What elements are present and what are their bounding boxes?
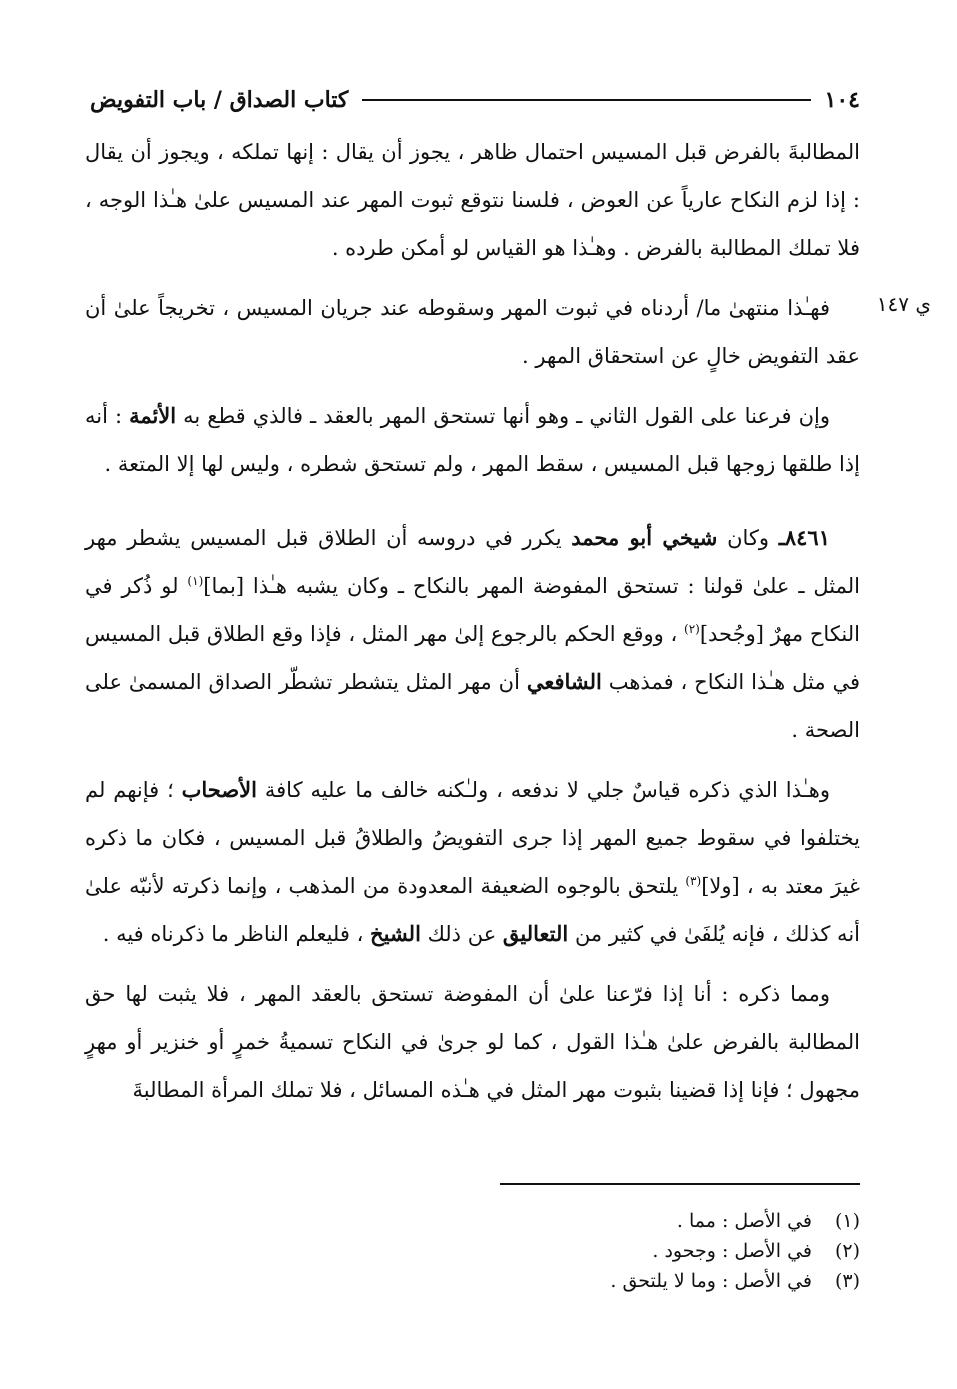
header-rule — [362, 99, 810, 101]
footnote-text: في الأصل : وما لا يلتحق . — [610, 1270, 812, 1292]
footnote-item — [300, 1236, 860, 1266]
paragraph-4-text-c: يكرر في دروسه أن الطلاق قبل المسيس يشطر مهر المثل ـ علىٰ قولنا : تستحق المفوضة المهر بالنكاح ـ وكان يشبه هـٰذا [بما] — [85, 526, 860, 598]
footnote-separator — [500, 1183, 860, 1185]
paragraph-3-text-c: : أنه إذا طلقها زوجها قبل المسيس ، سقط المهر ، ولم تستحق شطره ، وليس لها إلا المتعة . — [85, 404, 860, 476]
paragraph-6: ومما ذكره : أنا إذا فرّعنا علىٰ أن المفوضة تستحق بالعقد المهر ، فلا يثبت لها حق المطالبة بالفرض علىٰ هـٰذا القول ، كما لو جرىٰ في النكاح تسميةُ خمرٍ أو خنزير أو مهرٍ مجهول ؛ فإنا إذا قضينا بثبوت مهر المثل في هـٰذه المسائل ، فلا تملك المرأة المطالبةَ — [85, 982, 860, 1102]
paragraph-2: فهـٰذا منتهىٰ ما/ أردناه في ثبوت المهر وسقوطه عند جريان المسيس ، تخريجاً علىٰ أن عقد التفويض خالٍ عن استحقاق المهر . — [85, 296, 860, 368]
bold-term-shafii: الشافعي — [526, 669, 602, 694]
paragraph-5-text-f: عن ذلك — [420, 922, 503, 946]
paragraph-5-text-c: ؛ فإنهم لم يختلفوا في سقوط جميع المهر إذا جرى التفويضُ والطلاقُ قبل المسيس ، فكان ما ذكره غيرَ معتد به ، [ولا] — [85, 778, 860, 898]
main-text — [85, 128, 860, 1126]
footnote-item — [300, 1206, 860, 1236]
page-header — [90, 82, 860, 118]
footnote-ref-1: (١) — [187, 574, 204, 588]
paragraph-1: المطالبةَ بالفرض قبل المسيس احتمال ظاهر ، يجوز أن يقال : إنها تملكه ، ويجوز أن يقال : إذا لزم النكاح عارياً عن العوض ، فلسنا نتوقع ثبوت المهر عند المسيس علىٰ هـٰذا الوجه ، فلا تملك المطالبة بالفرض . وهـٰذا هو القياس لو أمكن طرده . — [85, 140, 860, 260]
margin-page-reference: ي ١٤٧ — [876, 292, 931, 316]
paragraph-5-text-d: يلتحق بالوجوه الضعيفة المعدودة من المذهب ، وإنما ذكرته لأنبّه علىٰ أنه كذلك ، فإنه يُلفَىٰ في كثير من — [85, 874, 860, 946]
paragraph-4-text-g: أن مهر المثل يتشطر تشطّر الصداق المسمىٰ على الصحة . — [85, 670, 860, 742]
footnote-text: في الأصل : مما . — [676, 1210, 812, 1232]
paragraph-3 — [85, 392, 860, 488]
running-title: كتاب الصداق / باب التفويض — [90, 87, 349, 113]
paragraph-5-text-h: ، فليعلم الناظر ما ذكرناه فيه . — [102, 922, 371, 946]
bold-term-taaliq: التعاليق — [502, 921, 569, 946]
footnotes — [300, 1206, 860, 1296]
paragraph-4-text-d: لو ذُكر في النكاح مهرٌ [وجُحد] — [85, 574, 860, 646]
footnote-number: (٢) — [834, 1240, 860, 1262]
footnote-number: (٣) — [834, 1270, 860, 1292]
page-number: ١٠٤ — [824, 87, 860, 113]
bold-term-ashab: الأصحاب — [181, 777, 257, 802]
paragraph-4-text-a: وكان — [717, 526, 779, 550]
paragraph-5 — [85, 766, 860, 958]
footnote-ref-2: (٢) — [684, 622, 700, 636]
bold-term-aimma: الأئمة — [129, 403, 177, 428]
paragraph-3-text-a: وإن فرعنا على القول الثاني ـ وهو أنها تستحق المهر بالعقد ـ فالذي قطع به — [176, 404, 830, 428]
bold-term-alshaykh: الشيخ — [370, 921, 421, 946]
footnote-number: (١) — [834, 1210, 860, 1232]
paragraph-5-text-a: وهـٰذا الذي ذكره قياسٌ جلي لا ندفعه ، ولـٰكنه خالف ما عليه كافة — [257, 778, 830, 802]
footnote-ref-3: (٣) — [685, 874, 702, 888]
footnote-text: في الأصل : وجحود . — [652, 1240, 812, 1262]
paragraph-4-text-e: ، ووقع الحكم بالرجوع إلىٰ مهر المثل ، فإذا وقع الطلاق قبل المسيس في مثل هـٰذا النكاح ، فمذهب — [85, 622, 860, 694]
paragraph-4 — [85, 514, 860, 754]
bold-term-shaykh: شيخي أبو محمد — [571, 525, 718, 550]
footnote-item — [300, 1266, 860, 1296]
section-number: ٨٤٦١ـ — [778, 525, 830, 550]
